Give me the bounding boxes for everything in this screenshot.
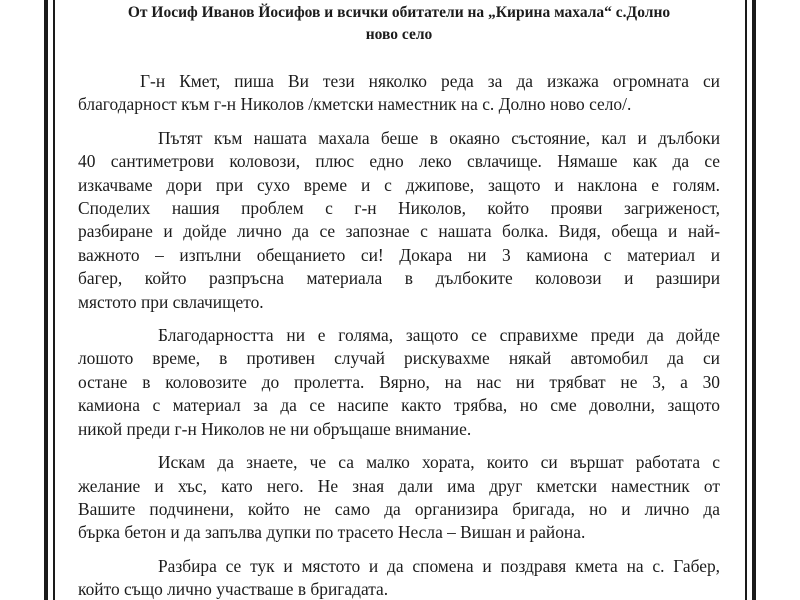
letter-content [78, 0, 720, 600]
paragraph-line: Разбира се тук и мястото и да спомена и поздравя кмета на с. Габер, [158, 555, 720, 576]
paragraph-line: лошото време, в противен случай рискувахме някай автомобил да си [78, 348, 720, 369]
paragraph-line: Благодарността ни е голяма, защото се справихме преди да дойде [158, 325, 720, 346]
paragraph-line: Споделих нашия проблем с г-н Николов, който прояви загриженост, [78, 198, 720, 219]
paragraph-line: мястото при свлачището. [78, 291, 264, 312]
paragraph-line: 40 сантиметрови коловози, плюс едно леко свлачище. Нямаше как да се [78, 151, 720, 172]
letter-header [78, 0, 720, 46]
header-line-2: ново село [365, 26, 433, 43]
paragraph-line: багер, който разпръсна материала в дълбоките коловози и разшири [78, 268, 720, 289]
letter-body [78, 70, 720, 600]
paragraph-line: благодарност към г-н Николов /кметски наместник на с. Долно ново село/. [78, 94, 632, 115]
paragraph-line: остане в коловозите до пролетта. Вярно, на нас ни трябват не 3, а 30 [78, 371, 720, 392]
left-border-inner [53, 0, 55, 600]
right-border-outer [752, 0, 756, 600]
paragraph [78, 324, 720, 441]
paragraph-line: Пътят към нашата махала беше в окаяно състояние, кал и дълбоки [158, 127, 720, 148]
left-border-outer [44, 0, 48, 600]
paragraph-line: разбиране и дойде лично да се запознае с нашата болка. Видя, обеща и най- [78, 221, 720, 242]
right-border-inner [745, 0, 747, 600]
paragraph-line: Искам да знаете, че са малко хората, които си вършат работата с [158, 452, 720, 473]
paragraph-line: никой преди г-н Николов не ни обръщаше внимание. [78, 418, 472, 439]
paragraph [78, 70, 720, 117]
paragraph-line: важното – изпълни обещанието си! Докара ни 3 камиона с материал и [78, 244, 720, 265]
paragraph-line: който също лично участваше в бригадата. [78, 579, 389, 600]
header-line-1: От Иосиф Иванов Йосифов и всички обитатели на „Кирина махала“ с.Долно [127, 4, 671, 21]
paragraph [78, 555, 720, 600]
paragraph-line: изкачваме дори при сухо време и с джипове, защото и наклона е голям. [78, 174, 720, 195]
paragraph-line: Вашите подчинени, който не само да организира бригада, но и лично да [78, 498, 720, 519]
paragraph-line: камиона с материал за да се насипе както трябва, но сме доволни, защото [78, 395, 720, 416]
paragraph [78, 451, 720, 545]
paragraph-line: желание и хъс, като него. Не зная дали има друг кметски наместник от [78, 475, 720, 496]
paragraph [78, 127, 720, 314]
paragraph-line: бърка бетон и да запълва дупки по трасето Несла – Вишан и района. [78, 522, 586, 543]
paragraph-line: Г-н Кмет, пиша Ви тези няколко реда за да изкажа огромната си [140, 71, 720, 91]
